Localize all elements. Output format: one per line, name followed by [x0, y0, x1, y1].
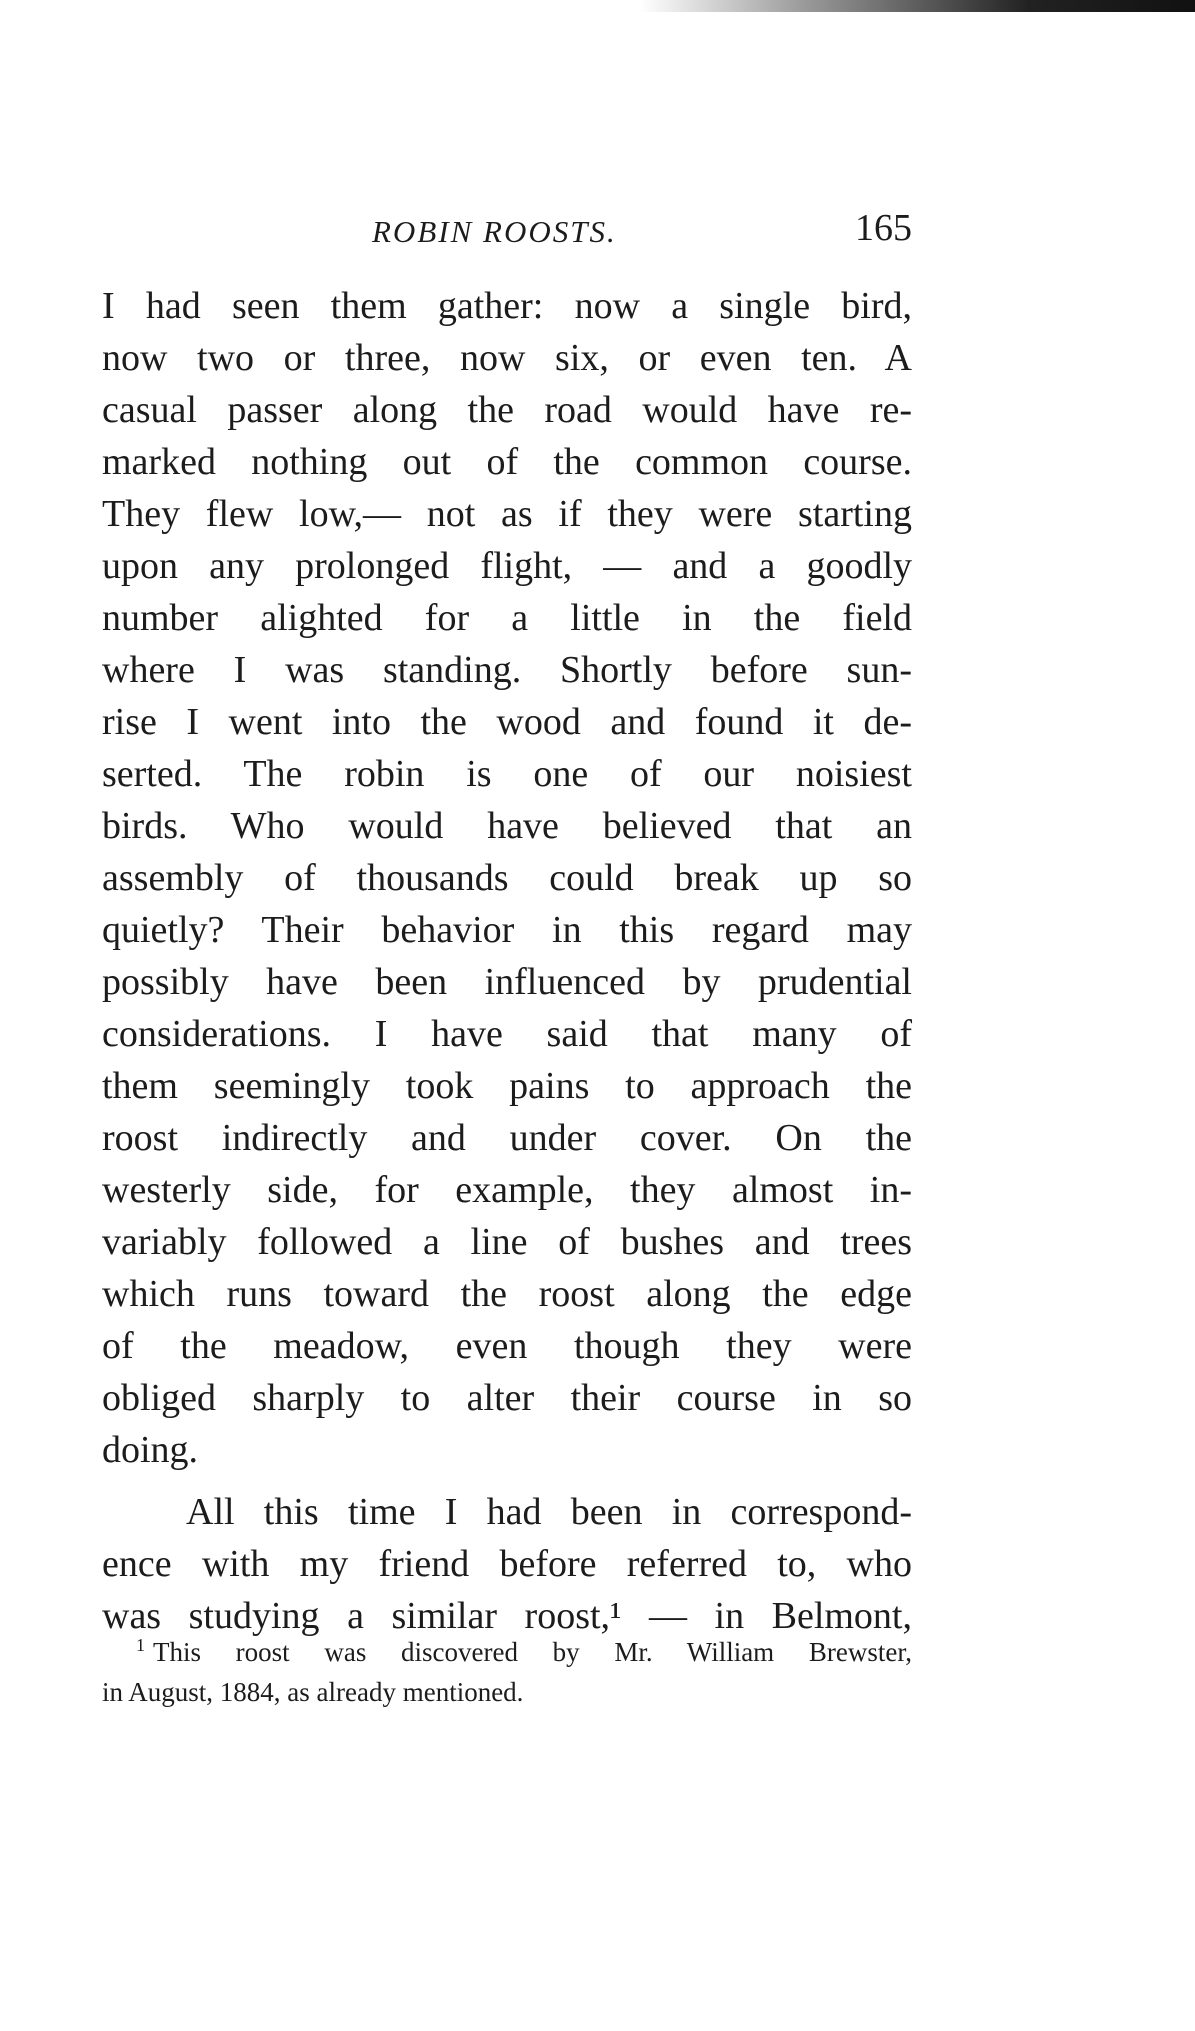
paragraph-1	[102, 280, 912, 1476]
text-line: marked nothing out of the common course.	[102, 441, 912, 483]
text-line: All this time I had been in correspond-	[186, 1491, 912, 1533]
text-line: considerations. I have said that many of	[102, 1013, 912, 1055]
text-line: of the meadow, even though they were	[102, 1325, 912, 1367]
text-line: I had seen them gather: now a single bird,	[102, 285, 912, 327]
text-line: them seemingly took pains to approach the	[102, 1065, 912, 1107]
text-line: roost indirectly and under cover. On the	[102, 1117, 912, 1159]
text-line: doing.	[102, 1429, 199, 1471]
footnote-marker: 1	[136, 1635, 145, 1655]
text-line: obliged sharply to alter their course in so	[102, 1377, 912, 1419]
footnote	[102, 1632, 912, 1712]
text-line: casual passer along the road would have re-	[102, 389, 912, 431]
text-line: which runs toward the roost along the edge	[102, 1273, 912, 1315]
text-line: was studying a similar roost,¹ — in Belmont,	[102, 1595, 912, 1637]
body-text	[102, 280, 912, 1642]
text-line: number alighted for a little in the field	[102, 597, 912, 639]
paragraph-gap	[102, 1476, 912, 1486]
text-line: possibly have been influenced by prudential	[102, 961, 912, 1003]
text-line: quietly? Their behavior in this regard may	[102, 909, 912, 951]
text-line: assembly of thousands could break up so	[102, 857, 912, 899]
text-line: now two or three, now six, or even ten. A	[102, 337, 912, 379]
text-line: upon any prolonged flight, — and a goodly	[102, 545, 912, 587]
text-line: They flew low,— not as if they were starting	[102, 493, 912, 535]
paragraph-2	[102, 1486, 912, 1642]
text-line: rise I went into the wood and found it de-	[102, 701, 912, 743]
text-line: where I was standing. Shortly before sun-	[102, 649, 912, 691]
running-title: ROBIN ROOSTS.	[372, 214, 617, 249]
footnote-text: This roost was discovered by Mr. William Brewster,	[153, 1637, 912, 1667]
running-head	[102, 206, 912, 260]
text-line: ence with my friend before referred to, who	[102, 1543, 912, 1585]
page-edge-shadow	[640, 0, 1195, 12]
footnote-line	[102, 1632, 912, 1672]
page-number: 165	[855, 207, 912, 249]
footnote-line: in August, 1884, as already mentioned.	[102, 1677, 524, 1707]
text-line: westerly side, for example, they almost in-	[102, 1169, 912, 1211]
text-line: variably followed a line of bushes and trees	[102, 1221, 912, 1263]
text-line: birds. Who would have believed that an	[102, 805, 912, 847]
text-line: serted. The robin is one of our noisiest	[102, 753, 912, 795]
